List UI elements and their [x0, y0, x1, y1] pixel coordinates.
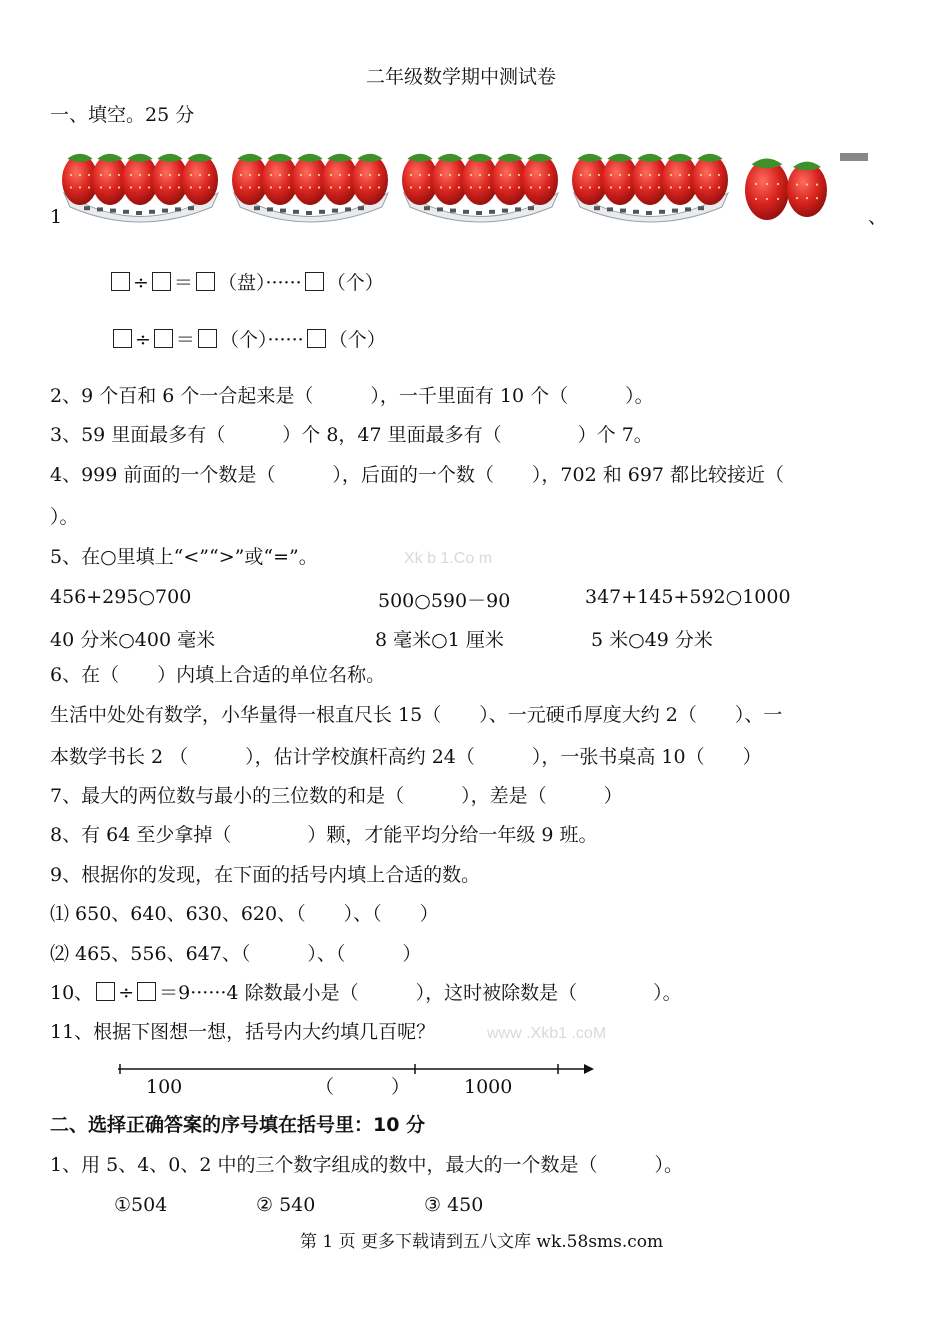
question-4-line-1: 4、999 前面的一个数是（ ），后面的一个数（ ），702 和 697 都比较接近（ — [50, 464, 785, 486]
strawberry-plate-icon — [62, 154, 218, 222]
question-3: 3、59 里面最多有（ ）个 8，47 里面最多有（ ）个 7。 — [50, 424, 653, 446]
q1-equation-2 — [110, 329, 386, 352]
arrow-head-icon — [584, 1064, 594, 1074]
unit-label: （个） — [328, 329, 386, 351]
question-11: 11、根据下图想一想，括号内大约填几百呢？ — [50, 1021, 436, 1043]
q5-item: 5 米○49 分米 — [591, 629, 713, 651]
strawberry-plate-icon — [572, 154, 728, 222]
strawberry-icon — [787, 162, 827, 217]
q5-item: 40 分米○400 毫米 — [50, 629, 216, 651]
question-2: 2、9 个百和 6 个一合起来是（ ），一千里面有 10 个（ ）。 — [50, 385, 654, 407]
answer-box[interactable] — [154, 329, 173, 348]
question-9: 9、根据你的发现，在下面的括号内填上合适的数。 — [50, 864, 481, 886]
divide-sign: ÷ — [118, 982, 135, 1004]
section-2-question-1: 1、用 5、4、0、2 中的三个数字组成的数中，最大的一个数是（ ）。 — [50, 1154, 684, 1176]
answer-box[interactable] — [152, 272, 171, 291]
question-6-line-1: 生活中处处有数学，小华量得一根直尺长 15（ ）、一元硬币厚度大约 2（ ）、一 — [50, 704, 783, 726]
answer-box[interactable] — [307, 329, 326, 348]
q5-item: 347+145+592○1000 — [585, 586, 791, 608]
watermark-text: www .Xkb1 .coM — [487, 1025, 607, 1042]
strawberry-plate-icon — [402, 154, 558, 222]
q1-equation-1 — [108, 272, 384, 295]
divide-sign: ÷ — [135, 329, 151, 351]
unit-label: （个） — [326, 272, 384, 294]
answer-box[interactable] — [137, 982, 156, 1001]
q1-number: 1 — [50, 206, 63, 228]
strawberry-plates-image — [62, 145, 872, 230]
equals-sign: ＝ — [173, 272, 193, 294]
question-7: 7、最大的两位数与最小的三位数的和是（ ），差是（ ） — [50, 785, 623, 807]
number-line-label-mid: （ ） — [315, 1076, 411, 1098]
unit-label: （个）······ — [219, 329, 304, 351]
q10-prefix: 10、 — [50, 982, 94, 1004]
answer-box[interactable] — [198, 329, 217, 348]
number-line-label-left: 100 — [146, 1076, 183, 1098]
question-9-part-2: ⑵ 465、556、647、（ ）、（ ） — [50, 943, 422, 965]
question-8: 8、有 64 至少拿掉（ ）颗，才能平均分给一年级 9 班。 — [50, 824, 598, 846]
option-1[interactable]: ①504 — [114, 1194, 168, 1216]
unit-label: （盘）······ — [217, 272, 302, 294]
q5-item: 500○590－90 — [378, 590, 511, 612]
strawberry-icon — [692, 154, 728, 205]
divide-sign: ÷ — [133, 272, 149, 294]
section-1-heading: 一、填空。25 分 — [50, 104, 195, 126]
question-6-line-2: 本数学书长 2 （ ），估计学校旗杆高约 24（ ），一张书桌高 10（ ） — [50, 746, 762, 768]
q10-text: ＝9······4 除数最小是（ ），这时被除数是（ ）。 — [159, 982, 682, 1004]
option-2[interactable]: ② 540 — [256, 1194, 316, 1216]
watermark-text: Xk b 1.Co m — [404, 550, 493, 567]
strawberry-plate-icon — [232, 154, 388, 222]
strawberry-icon — [522, 154, 558, 205]
section-2-heading: 二、选择正确答案的序号填在括号里：10 分 — [50, 1114, 426, 1136]
answer-box[interactable] — [111, 272, 130, 291]
equals-sign: ＝ — [175, 329, 195, 351]
page-title: 二年级数学期中测试卷 — [366, 66, 557, 88]
strawberry-icon — [352, 154, 388, 205]
q1-trailing: 、 — [868, 206, 888, 228]
question-6: 6、在（ ）内填上合适的单位名称。 — [50, 664, 386, 686]
question-4-line-2: ）。 — [50, 506, 79, 528]
answer-box[interactable] — [113, 329, 132, 348]
image-fragment — [840, 153, 868, 161]
page-footer: 第 1 页 更多下载请到五八文库 wk.58sms.com — [300, 1232, 664, 1252]
strawberry-icon — [745, 159, 789, 221]
question-10 — [50, 982, 682, 1005]
q5-item: 8 毫米○1 厘米 — [375, 629, 504, 651]
strawberry-icon — [182, 154, 218, 205]
option-3[interactable]: ③ 450 — [424, 1194, 484, 1216]
q5-item: 456+295○700 — [50, 586, 192, 608]
answer-box[interactable] — [96, 982, 115, 1001]
answer-box[interactable] — [196, 272, 215, 291]
question-9-part-1: ⑴ 650、640、630、620、（ ）、（ ） — [50, 903, 439, 925]
answer-box[interactable] — [305, 272, 324, 291]
question-5: 5、在○里填上“<”“>”或“=”。 — [50, 546, 318, 568]
number-line-label-right: 1000 — [464, 1076, 513, 1098]
